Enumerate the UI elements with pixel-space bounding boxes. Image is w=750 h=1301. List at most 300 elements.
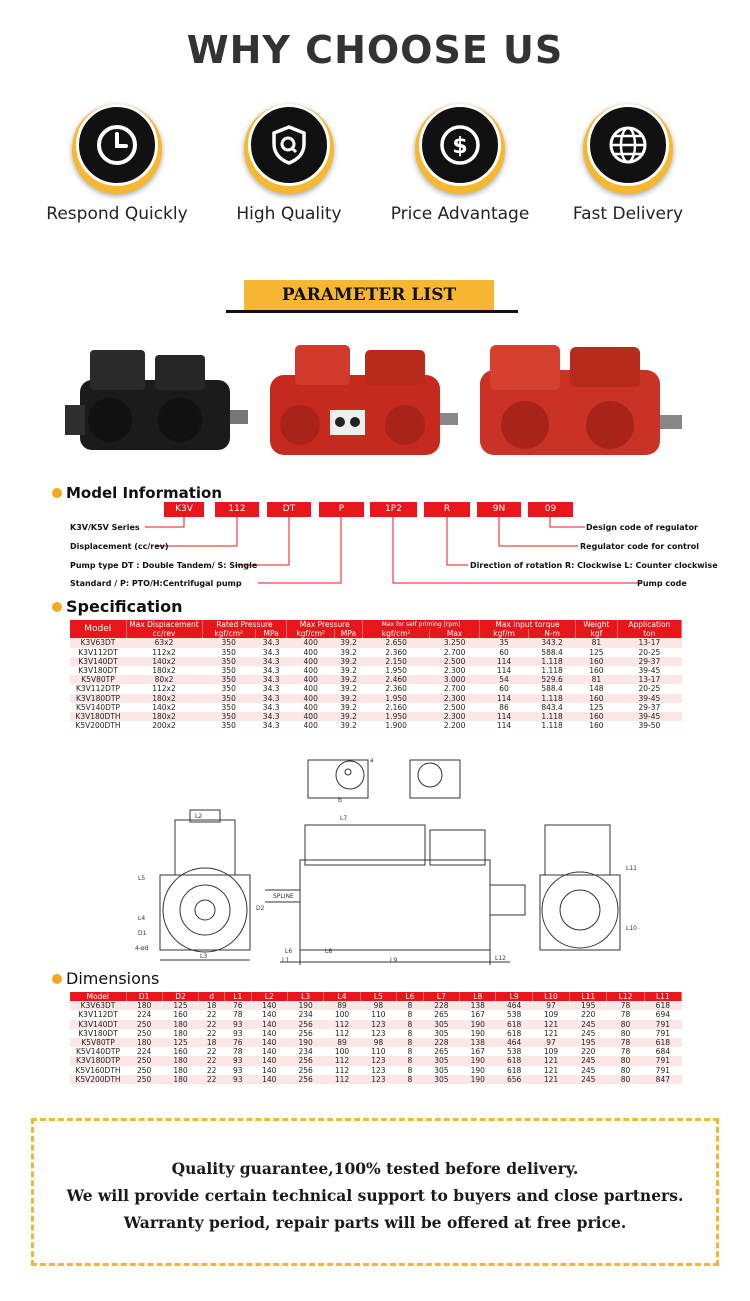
table-cell: 18: [199, 1038, 225, 1047]
table-row: [70, 712, 682, 721]
code-rotation: R: [424, 502, 470, 517]
table-cell: 245: [570, 1020, 607, 1029]
table-cell: 2.650: [363, 638, 430, 647]
table-cell: 245: [570, 1066, 607, 1075]
table-cell: 100: [324, 1010, 360, 1019]
table-cell: 190: [287, 1038, 323, 1047]
table-cell: 39.2: [335, 638, 363, 647]
table-cell: 8: [397, 1075, 424, 1084]
clock-icon: [94, 122, 140, 168]
table-cell: 250: [126, 1056, 162, 1065]
table-cell: 2.500: [430, 657, 480, 666]
dim-header: L2: [251, 992, 287, 1001]
unit-header: kgf/cm²: [363, 629, 430, 638]
label-displacement: Displacement (cc/rev): [70, 542, 169, 551]
dim-header: d: [199, 992, 225, 1001]
globe-icon: [605, 122, 651, 168]
code-series: K3V: [164, 502, 204, 517]
table-cell: 78: [224, 1047, 251, 1056]
dim-header: L10: [532, 992, 569, 1001]
table-cell: 190: [287, 1001, 323, 1010]
table-cell: 80: [607, 1056, 644, 1065]
dim-label: D1: [138, 930, 147, 937]
specification-table: [70, 620, 682, 730]
table-cell: 20-25: [617, 648, 681, 657]
table-cell: 190: [460, 1075, 496, 1084]
section-model-information: [52, 484, 222, 502]
table-cell: 2.200: [430, 721, 480, 730]
table-cell: 234: [287, 1047, 323, 1056]
table-cell: 1.950: [363, 694, 430, 703]
table-cell: 20-25: [617, 684, 681, 693]
table-cell: 39.2: [335, 684, 363, 693]
table-cell: 114: [479, 694, 528, 703]
table-cell: 80: [607, 1066, 644, 1075]
table-cell: 39.2: [335, 666, 363, 675]
table-cell: 123: [360, 1029, 396, 1038]
table-cell: 2.360: [363, 684, 430, 693]
table-cell: 190: [460, 1066, 496, 1075]
table-cell: 123: [360, 1066, 396, 1075]
table-cell: 180: [162, 1066, 198, 1075]
table-cell: 245: [570, 1075, 607, 1084]
table-cell: 81: [576, 638, 618, 647]
label-design-code: Design code of regulator: [586, 523, 698, 532]
table-cell: 121: [532, 1020, 569, 1029]
table-cell: 1.118: [529, 694, 576, 703]
table-cell: 39-45: [617, 666, 681, 675]
table-cell: 13-17: [617, 638, 681, 647]
table-row: [70, 1020, 682, 1029]
table-cell: 39.2: [335, 657, 363, 666]
table-cell: 2.150: [363, 657, 430, 666]
dim-label: L7: [340, 815, 348, 822]
table-cell: 13-17: [617, 675, 681, 684]
table-cell: 195: [570, 1038, 607, 1047]
table-cell: 350: [202, 694, 255, 703]
dim-label: L4: [138, 915, 146, 922]
table-cell: 250: [126, 1066, 162, 1075]
unit-header: Max: [430, 629, 480, 638]
table-cell: 245: [570, 1029, 607, 1038]
dim-label: L2: [195, 813, 203, 820]
table-cell: 588.4: [529, 684, 576, 693]
table-cell: 350: [202, 657, 255, 666]
table-cell: 93: [224, 1029, 251, 1038]
table-cell: 76: [224, 1001, 251, 1010]
table-cell: 400: [287, 675, 335, 684]
dim-header: L3: [287, 992, 323, 1001]
table-row: [70, 1047, 682, 1056]
table-cell: 160: [162, 1010, 198, 1019]
table-cell: 110: [360, 1010, 396, 1019]
table-cell: 588.4: [529, 648, 576, 657]
table-cell: 250: [126, 1075, 162, 1084]
label-standard: Standard / P: PTO/H:Centrifugal pump: [70, 579, 242, 588]
table-cell: 54: [479, 675, 528, 684]
table-cell: 167: [460, 1047, 496, 1056]
table-cell: 138: [460, 1038, 496, 1047]
dim-label: L5: [138, 875, 146, 882]
table-cell: 39.2: [335, 721, 363, 730]
dim-label: D2: [256, 905, 265, 912]
unit-header: kgf/cm²: [287, 629, 335, 638]
table-cell: K3V112DTP: [70, 684, 126, 693]
table-cell: 618: [644, 1038, 681, 1047]
dim-label: L10: [626, 925, 637, 932]
table-cell: 22: [199, 1066, 225, 1075]
table-cell: 78: [607, 1038, 644, 1047]
table-cell: 180: [126, 1001, 162, 1010]
table-cell: 22: [199, 1056, 225, 1065]
table-cell: 305: [423, 1075, 459, 1084]
code-pump: 1P2: [370, 502, 417, 517]
table-cell: 305: [423, 1066, 459, 1075]
table-cell: 93: [224, 1056, 251, 1065]
header-rated-pressure: Rated Pressure: [202, 620, 287, 629]
table-cell: 78: [607, 1047, 644, 1056]
table-cell: 114: [479, 712, 528, 721]
table-cell: 160: [576, 657, 618, 666]
feature-high-quality: [204, 104, 374, 224]
label-regulator-code: Regulator code for control: [580, 542, 700, 551]
dim-header: L7: [423, 992, 459, 1001]
table-cell: 400: [287, 638, 335, 647]
feature-label: High Quality: [236, 204, 342, 224]
table-cell: 86: [479, 703, 528, 712]
table-cell: 1.900: [363, 721, 430, 730]
table-cell: 140: [251, 1066, 287, 1075]
dim-label: L8: [325, 948, 333, 955]
table-cell: 200x2: [126, 721, 202, 730]
table-cell: 148: [576, 684, 618, 693]
bullet-icon: [52, 602, 62, 612]
table-cell: 8: [397, 1029, 424, 1038]
table-cell: 112x2: [126, 648, 202, 657]
table-cell: 123: [360, 1056, 396, 1065]
table-cell: 110: [360, 1047, 396, 1056]
table-cell: K3V180DT: [70, 1029, 126, 1038]
section-title: Specification: [66, 597, 183, 616]
table-cell: 618: [496, 1020, 532, 1029]
table-cell: 305: [423, 1020, 459, 1029]
table-cell: 656: [496, 1075, 532, 1084]
table-cell: K5V140DTP: [70, 1047, 126, 1056]
table-cell: 2.700: [430, 684, 480, 693]
dim-label: SPLINE: [273, 893, 294, 900]
table-cell: 22: [199, 1047, 225, 1056]
table-cell: 34.3: [255, 684, 287, 693]
table-row: [70, 721, 682, 730]
code-standard: P: [319, 502, 364, 517]
table-cell: 160: [576, 721, 618, 730]
table-cell: 305: [423, 1029, 459, 1038]
unit-header: kgf/m: [479, 629, 528, 638]
table-cell: 1.118: [529, 712, 576, 721]
table-cell: 618: [496, 1056, 532, 1065]
table-cell: 80: [607, 1020, 644, 1029]
table-cell: 39.2: [335, 712, 363, 721]
feature-label: Respond Quickly: [46, 204, 188, 224]
table-cell: 109: [532, 1047, 569, 1056]
dim-header: L12: [607, 992, 644, 1001]
table-row: [70, 694, 682, 703]
table-cell: 250: [126, 1020, 162, 1029]
table-cell: 2.160: [363, 703, 430, 712]
table-cell: 29-37: [617, 657, 681, 666]
section-dimensions: [52, 969, 159, 988]
table-cell: 350: [202, 703, 255, 712]
table-cell: 89: [324, 1001, 360, 1010]
unit-header: MPa: [335, 629, 363, 638]
table-cell: 350: [202, 648, 255, 657]
table-cell: 228: [423, 1038, 459, 1047]
table-cell: 2.360: [363, 648, 430, 657]
feature-label: Price Advantage: [390, 204, 530, 224]
table-cell: 140: [251, 1020, 287, 1029]
dim-header: D1: [126, 992, 162, 1001]
label-series: K3V/K5V Series: [70, 523, 140, 532]
dim-label: L9: [390, 957, 398, 964]
table-cell: K3V180DT: [70, 666, 126, 675]
unit-header: ton: [617, 629, 681, 638]
table-cell: 29-37: [617, 703, 681, 712]
table-cell: 114: [479, 721, 528, 730]
table-cell: 93: [224, 1020, 251, 1029]
table-cell: 224: [126, 1047, 162, 1056]
table-cell: 22: [199, 1029, 225, 1038]
table-cell: 22: [199, 1010, 225, 1019]
dim-label: L3: [200, 953, 208, 960]
table-cell: K3V63DT: [70, 1001, 126, 1010]
dim-label: L1: [282, 957, 290, 964]
table-cell: 80: [607, 1075, 644, 1084]
table-cell: K3V112DT: [70, 1010, 126, 1019]
table-cell: K5V200DTH: [70, 1075, 126, 1084]
table-cell: K3V180DTP: [70, 1056, 126, 1065]
table-row: [70, 703, 682, 712]
table-cell: 98: [360, 1001, 396, 1010]
code-design: 09: [528, 502, 573, 517]
table-cell: 220: [570, 1010, 607, 1019]
table-cell: 2.300: [430, 666, 480, 675]
table-cell: 843.4: [529, 703, 576, 712]
feature-label: Fast Delivery: [572, 204, 684, 224]
table-cell: 140x2: [126, 657, 202, 666]
dim-header: L11: [644, 992, 681, 1001]
table-cell: 100: [324, 1047, 360, 1056]
feature-respond-quickly: [32, 104, 202, 224]
table-cell: 618: [644, 1001, 681, 1010]
table-cell: 190: [460, 1056, 496, 1065]
header-max-input-torque: Max input torque: [479, 620, 575, 629]
dim-header: L6: [397, 992, 424, 1001]
table-cell: 112: [324, 1075, 360, 1084]
table-cell: K3V180DTH: [70, 712, 126, 721]
table-cell: 109: [532, 1010, 569, 1019]
technical-drawing: [130, 750, 640, 970]
table-cell: 60: [479, 648, 528, 657]
table-cell: 8: [397, 1001, 424, 1010]
table-cell: 39.2: [335, 675, 363, 684]
page-title: WHY CHOOSE US: [186, 28, 564, 72]
table-cell: 98: [360, 1038, 396, 1047]
table-cell: 220: [570, 1047, 607, 1056]
guarantee-box: [31, 1118, 719, 1266]
unit-header: N-m: [529, 629, 576, 638]
bullet-icon: [52, 974, 62, 984]
table-cell: 39.2: [335, 648, 363, 657]
label-pump-type: Pump type DT : Double Tandem/ S: Single: [70, 561, 258, 570]
dim-header: L8: [460, 992, 496, 1001]
table-cell: 350: [202, 666, 255, 675]
table-cell: 180x2: [126, 694, 202, 703]
table-cell: 140: [251, 1029, 287, 1038]
table-row: [70, 1056, 682, 1065]
table-cell: 2.500: [430, 703, 480, 712]
table-cell: 180x2: [126, 666, 202, 675]
label-rotation: Direction of rotation R: Clockwise L: Counter clockwise: [470, 561, 718, 570]
table-cell: 112: [324, 1066, 360, 1075]
table-cell: 8: [397, 1010, 424, 1019]
table-cell: 121: [532, 1056, 569, 1065]
dim-label: L12: [495, 955, 506, 962]
table-cell: 180: [126, 1038, 162, 1047]
dim-label: a: [370, 757, 374, 764]
header-application: Application: [617, 620, 681, 629]
table-cell: 93: [224, 1075, 251, 1084]
table-cell: K3V140DT: [70, 657, 126, 666]
table-cell: 78: [224, 1010, 251, 1019]
table-cell: 112x2: [126, 684, 202, 693]
table-cell: 847: [644, 1075, 681, 1084]
table-cell: 160: [576, 712, 618, 721]
table-cell: 265: [423, 1010, 459, 1019]
dim-header: Model: [70, 992, 126, 1001]
table-cell: 22: [199, 1075, 225, 1084]
section-title: Model Information: [66, 484, 223, 502]
table-cell: 160: [576, 694, 618, 703]
table-cell: K3V63DT: [70, 638, 126, 647]
dim-header: L4: [324, 992, 360, 1001]
table-row: [70, 657, 682, 666]
table-cell: 18: [199, 1001, 225, 1010]
dim-header: L11: [570, 992, 607, 1001]
table-cell: 8: [397, 1020, 424, 1029]
table-cell: 1.118: [529, 666, 576, 675]
table-cell: 167: [460, 1010, 496, 1019]
table-cell: 618: [496, 1029, 532, 1038]
table-cell: 538: [496, 1010, 532, 1019]
bullet-icon: [52, 488, 62, 498]
unit-header: MPa: [255, 629, 287, 638]
table-cell: 34.3: [255, 703, 287, 712]
table-cell: 228: [423, 1001, 459, 1010]
table-cell: 112: [324, 1056, 360, 1065]
table-cell: 350: [202, 712, 255, 721]
table-cell: 121: [532, 1029, 569, 1038]
table-cell: 112: [324, 1029, 360, 1038]
table-cell: 60: [479, 684, 528, 693]
feature-fast-delivery: [543, 104, 713, 224]
table-cell: 34.3: [255, 694, 287, 703]
table-cell: 180: [162, 1029, 198, 1038]
table-cell: 305: [423, 1056, 459, 1065]
table-cell: K5V140DTP: [70, 703, 126, 712]
table-cell: 76: [224, 1038, 251, 1047]
table-cell: 34.3: [255, 638, 287, 647]
table-row: [70, 1029, 682, 1038]
table-row: [70, 684, 682, 693]
guarantee-line-1: Quality guarantee,100% tested before delivery.: [171, 1159, 579, 1178]
table-cell: 3.250: [430, 638, 480, 647]
table-row: [70, 1066, 682, 1075]
table-cell: 256: [287, 1075, 323, 1084]
pump-image-black: [60, 325, 250, 475]
table-cell: 138: [460, 1001, 496, 1010]
table-cell: 114: [479, 666, 528, 675]
table-cell: 34.3: [255, 712, 287, 721]
table-cell: 400: [287, 684, 335, 693]
table-row: [70, 1010, 682, 1019]
table-cell: 160: [576, 666, 618, 675]
unit-header: cc/rev: [126, 629, 202, 638]
table-cell: 350: [202, 684, 255, 693]
table-cell: K3V140DT: [70, 1020, 126, 1029]
table-cell: 78: [607, 1010, 644, 1019]
table-cell: 140: [251, 1038, 287, 1047]
code-displacement: 112: [215, 502, 259, 517]
table-row: [70, 1075, 682, 1084]
table-cell: 140: [251, 1056, 287, 1065]
guarantee-line-2: We will provide certain technical support to buyers and close partners.: [66, 1186, 684, 1205]
table-cell: 1.118: [529, 657, 576, 666]
table-cell: 1.950: [363, 666, 430, 675]
header-weight: Weight: [576, 620, 618, 629]
table-row: [70, 666, 682, 675]
table-cell: 180: [162, 1056, 198, 1065]
table-cell: 80: [607, 1029, 644, 1038]
table-cell: 618: [496, 1066, 532, 1075]
code-pump-type: DT: [267, 502, 311, 517]
table-cell: 35: [479, 638, 528, 647]
table-cell: 265: [423, 1047, 459, 1056]
table-cell: 97: [532, 1038, 569, 1047]
table-cell: 121: [532, 1066, 569, 1075]
table-row: [70, 675, 682, 684]
table-cell: 234: [287, 1010, 323, 1019]
section-specification: [52, 597, 182, 616]
table-cell: 39.2: [335, 703, 363, 712]
table-cell: 39-45: [617, 694, 681, 703]
dim-label: L11: [626, 865, 637, 872]
table-cell: 89: [324, 1038, 360, 1047]
header-model: Model: [70, 620, 126, 638]
table-cell: 400: [287, 712, 335, 721]
dim-label: b: [338, 797, 342, 804]
table-cell: 39-50: [617, 721, 681, 730]
table-cell: 180: [162, 1075, 198, 1084]
label-pump-code: Pump code: [637, 579, 687, 588]
svg-text:$: $: [452, 134, 468, 159]
dim-header: D2: [162, 992, 198, 1001]
dim-header: L5: [360, 992, 396, 1001]
dim-header: L1: [224, 992, 251, 1001]
dim-label: 4-ød: [135, 945, 149, 952]
banner-underline: [226, 310, 518, 313]
table-cell: 190: [460, 1020, 496, 1029]
table-cell: 256: [287, 1056, 323, 1065]
